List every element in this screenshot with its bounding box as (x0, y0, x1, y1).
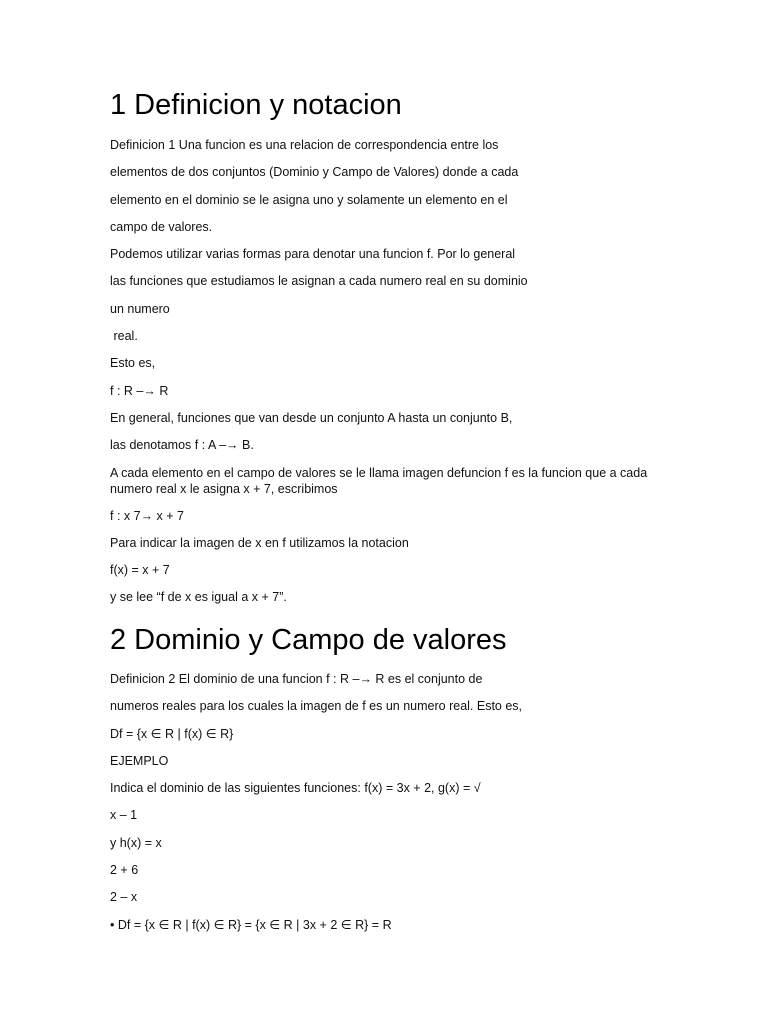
paragraph-line: un numero (110, 301, 170, 316)
formula-line: Df = {x ∈ R | f(x) ∈ R} (110, 726, 234, 741)
paragraph-line: A cada elemento en el campo de valores se le llama imagen defuncion f es la funcion que a cada numero real x le asigna x + 7, escribimos (110, 465, 648, 496)
formula-line: f : R –→ R (110, 383, 169, 398)
paragraph-line: elemento en el dominio se le asigna uno y solamente un elemento en el (110, 192, 508, 207)
formula-line: y h(x) = x (110, 835, 162, 850)
example-label: EJEMPLO (110, 753, 169, 768)
paragraph-line: las funciones que estudiamos le asignan a cada numero real en su dominio (110, 274, 528, 289)
section-1-heading: 1 Definicion y notacion (110, 89, 402, 121)
paragraph-line: real. (110, 329, 138, 344)
paragraph-line: campo de valores. (110, 219, 213, 234)
formula-line: f : x 7→ x + 7 (110, 508, 184, 523)
formula-line: las denotamos f : A –→ B. (110, 438, 254, 453)
bullet-formula-line: • Df = {x ∈ R | f(x) ∈ R} = {x ∈ R | 3x + 2 ∈ R} = R (110, 917, 392, 932)
paragraph-line: Esto es, (110, 356, 156, 371)
paragraph-line: Para indicar la imagen de x en f utilizamos la notacion (110, 535, 409, 550)
paragraph-line: y se lee “f de x es igual a x + 7”. (110, 590, 287, 605)
section-2-heading: 2 Dominio y Campo de valores (110, 624, 507, 656)
paragraph-line: Podemos utilizar varias formas para denotar una funcion f. Por lo general (110, 247, 516, 262)
formula-line: f(x) = x + 7 (110, 563, 170, 578)
paragraph-line: elementos de dos conjuntos (Dominio y Campo de Valores) donde a cada (110, 165, 519, 180)
formula-line: x – 1 (110, 808, 138, 823)
formula-line: 2 + 6 (110, 863, 139, 878)
paragraph-line: Indica el dominio de las siguientes funciones: f(x) = 3x + 2, g(x) = √ (110, 781, 481, 796)
paragraph-line: numeros reales para los cuales la imagen de f es un numero real. Esto es, (110, 699, 523, 714)
formula-line: 2 – x (110, 890, 138, 905)
section-2-body (110, 671, 670, 944)
section-1-body (110, 137, 670, 617)
paragraph-line: Definicion 1 Una funcion es una relacion de correspondencia entre los (110, 138, 499, 152)
paragraph-line: En general, funciones que van desde un conjunto A hasta un conjunto B, (110, 410, 513, 425)
paragraph-line: Definicion 2 El dominio de una funcion f : R –→ R es el conjunto de (110, 672, 483, 686)
